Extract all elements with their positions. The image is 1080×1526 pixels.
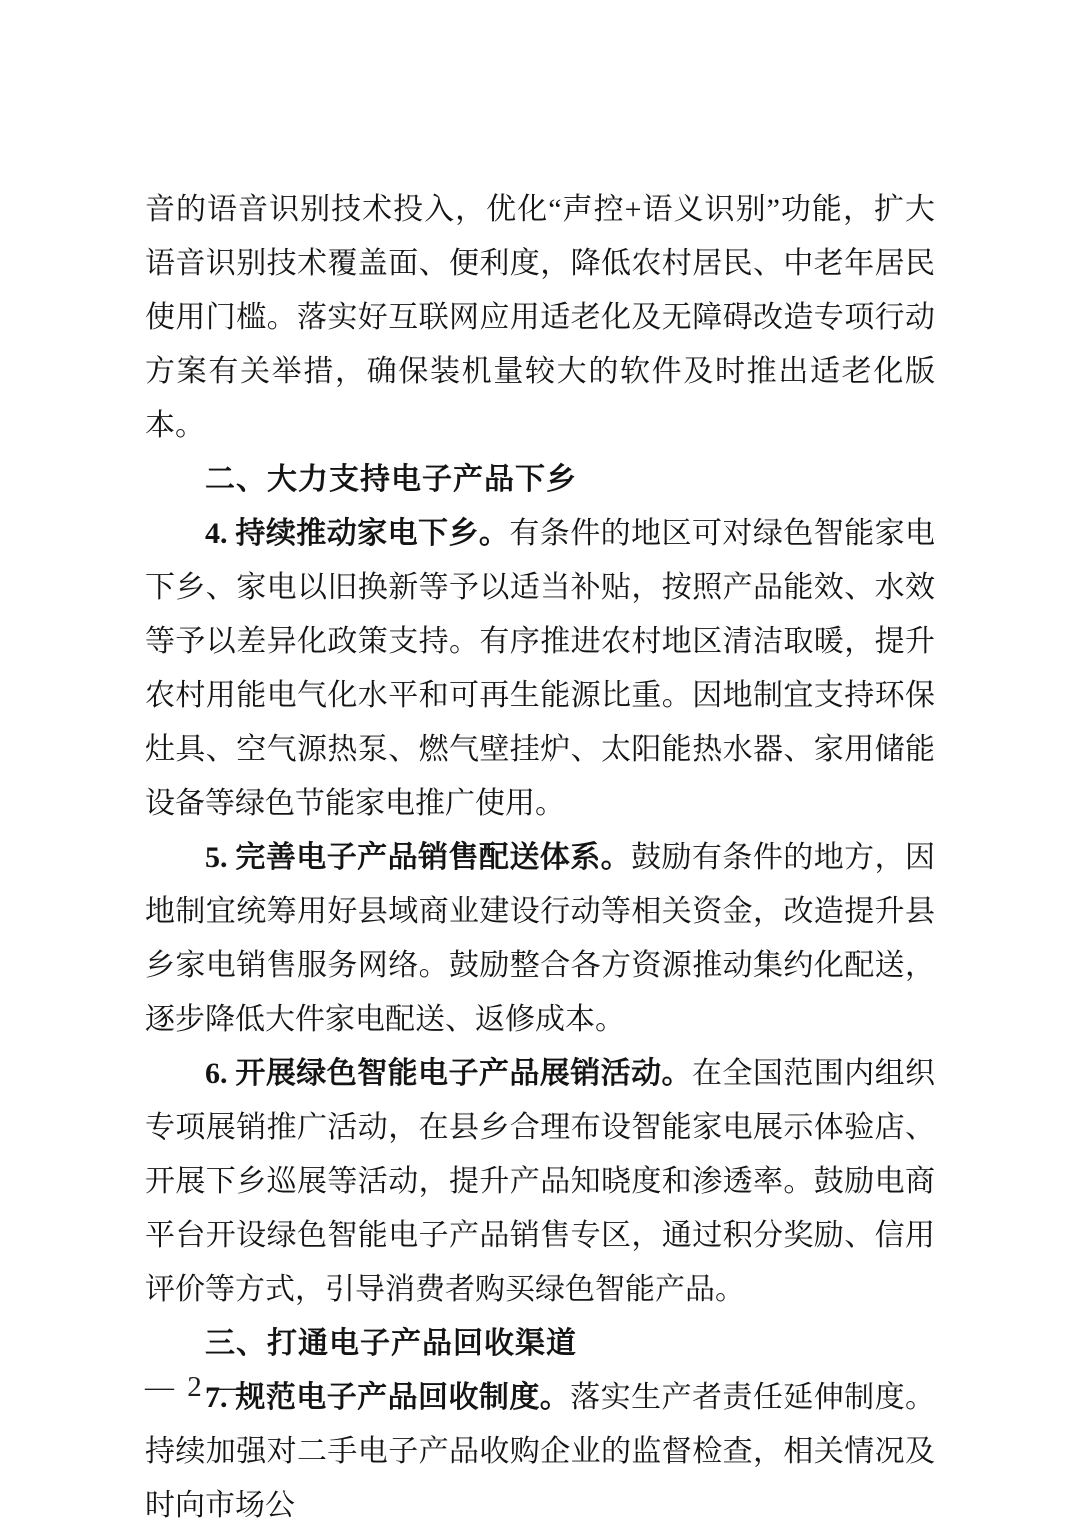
numbered-paragraph	[145, 507, 935, 831]
page-footer	[145, 1369, 247, 1405]
paragraph-lead: 5. 完善电子产品销售配送体系。	[205, 841, 632, 874]
paragraph-text: 落实生产者责任延伸制度。持续加强对二手电子产品收购企业的监督检查，相关情况及时向市场公	[145, 1381, 936, 1522]
paragraph-lead: 4. 持续推动家电下乡。	[205, 517, 510, 550]
page-number: — 2 —	[145, 1371, 247, 1403]
paragraph-text: 在全国范围内组织专项展销推广活动，在县乡合理布设智能家电展示体验店、开展下乡巡展等活动，提升产品知晓度和渗透率。鼓励电商平台开设绿色智能电子产品销售专区，通过积分奖励、信用评价等方式，引导消费者购买绿色智能产品。	[145, 1057, 936, 1306]
body-paragraph	[145, 183, 935, 453]
paragraph-text: 音的语音识别技术投入，优化“声控+语义识别”功能，扩大语音识别技术覆盖面、便利度，降低农村居民、中老年居民使用门槛。落实好互联网应用适老化及无障碍改造专项行动方案有关举措，确保装机量较大的软件及时推出适老化版本。	[145, 193, 935, 442]
numbered-paragraph	[145, 831, 935, 1047]
section-heading: 二、大力支持电子产品下乡	[205, 463, 577, 496]
paragraph-lead: 6. 开展绿色智能电子产品展销活动。	[205, 1057, 692, 1090]
document-body	[145, 183, 935, 1526]
paragraph-lead: 7. 规范电子产品回收制度。	[205, 1381, 571, 1414]
section-heading: 三、打通电子产品回收渠道	[205, 1327, 577, 1360]
numbered-paragraph	[145, 1371, 935, 1526]
paragraph-text: 鼓励有条件的地方，因地制宜统筹用好县域商业建设行动等相关资金，改造提升县乡家电销售服务网络。鼓励整合各方资源推动集约化配送，逐步降低大件家电配送、返修成本。	[145, 841, 936, 1036]
paragraph-text: 有条件的地区可对绿色智能家电下乡、家电以旧换新等予以适当补贴，按照产品能效、水效等予以差异化政策支持。有序推进农村地区清洁取暖，提升农村用能电气化水平和可再生能源比重。因地制宜支持环保灶具、空气源热泵、燃气壁挂炉、太阳能热水器、家用储能设备等绿色节能家电推广使用。	[145, 517, 936, 820]
numbered-paragraph	[145, 1047, 935, 1317]
